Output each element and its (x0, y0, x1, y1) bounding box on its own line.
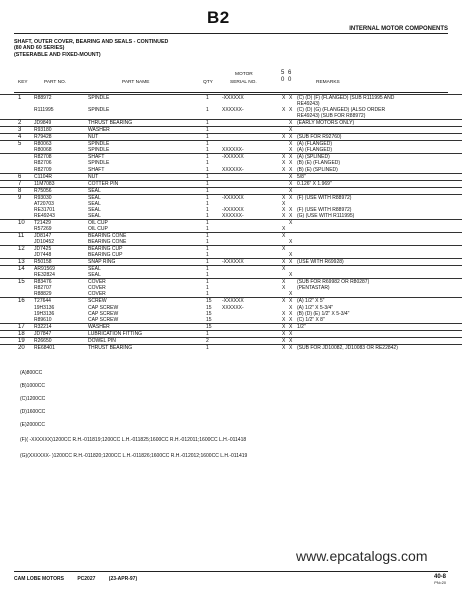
row-qty: 1 (206, 127, 209, 134)
row-qty: 1 (206, 160, 209, 167)
row-qty: 1 (206, 95, 209, 101)
row-qty: 1 (206, 239, 209, 246)
row-remarks: RE49243) (297, 101, 320, 108)
note: (C)1200CC (20, 396, 46, 402)
row-serial: -XXXXXX (222, 154, 244, 161)
row-col6: X (289, 154, 293, 161)
row-remarks: 1/2" (297, 323, 306, 330)
row-remarks: (C) (D) (F) (FLANGED) (SUB R111995 AND (297, 95, 395, 101)
footer-title: CAM LOBE MOTORS (14, 576, 64, 582)
note: (B)1000CC (20, 383, 46, 389)
col-qty: QTY (203, 80, 213, 85)
row-part-no: R88972 (34, 95, 52, 101)
col-part-name: PART NAME (122, 80, 150, 85)
row-col6: X (289, 120, 293, 127)
row-qty: 15 (206, 316, 212, 323)
table-row (0, 187, 462, 194)
row-col6: X (289, 298, 293, 305)
col-motor: MOTOR (235, 72, 253, 77)
row-serial: -XXXXXX (222, 95, 244, 101)
row-qty: 1 (206, 180, 209, 187)
note: (F)( -XXXXXX)1200CC R.H.-011819;1200CC L.H.-011825;1600CC R.H.-012011;1600CC L.H.-011418 (20, 437, 247, 443)
row-remarks: (A) (SPLINED) (297, 154, 330, 161)
row-part-name: THRUST BEARING (88, 344, 133, 351)
row-part-no: R82708 (34, 154, 52, 161)
row-col5: X (282, 212, 286, 219)
table-row (0, 133, 462, 140)
row-part-no: JD7448 (34, 252, 52, 259)
row-qty: 1 (206, 279, 209, 286)
row-qty: 1 (206, 330, 209, 337)
row-col6: X (289, 187, 293, 194)
row-qty: 1 (206, 134, 209, 141)
row-col6: X (289, 127, 293, 134)
row-col6: X (289, 252, 293, 259)
footer-rule (14, 571, 448, 572)
col-6-bottom: 0 (288, 77, 292, 83)
row-col6: X (289, 206, 293, 213)
row-part-no: JD7847 (34, 330, 52, 337)
row-col6: X (289, 272, 293, 279)
row-col5: X (282, 298, 286, 305)
row-col6: X (289, 212, 293, 219)
row-part-name: BEARING CONE (88, 239, 127, 246)
table-row (0, 173, 462, 180)
row-col6: X (289, 194, 293, 201)
row-col6: X (289, 239, 293, 246)
row-part-no: R80063 (34, 141, 52, 148)
row-col5: X (282, 107, 286, 114)
row-part-no: R82709 (34, 166, 52, 173)
row-col5: X (282, 166, 286, 173)
row-col5: X (282, 246, 286, 253)
row-key: 19 (18, 337, 25, 344)
col-5-top: 5 (281, 70, 285, 76)
row-qty: 1 (206, 212, 209, 219)
footer-date: (23-APR-97) (108, 576, 138, 582)
row-qty: 1 (206, 194, 209, 201)
row-serial: -XXXXXX (222, 194, 244, 201)
watermark: www.epcatalogs.com (296, 548, 428, 564)
row-part-name: BEARING CUP (88, 252, 123, 259)
row-remarks: RE49243) (SUB FOR R88972) (297, 113, 366, 120)
row-qty: 15 (206, 298, 212, 305)
row-col6: X (289, 330, 293, 337)
row-col6: X (289, 173, 293, 180)
row-key: 13 (18, 259, 25, 266)
row-remarks: (G) (USE WITH R111995) (297, 212, 355, 219)
row-col6: X (289, 323, 293, 330)
row-part-no: T27644 (34, 298, 51, 305)
row-part-no: 19H3136 (34, 310, 55, 317)
row-part-no: 11M7083 (34, 180, 55, 187)
row-key: 11 (18, 232, 25, 239)
row-part-no: C1104R (34, 173, 52, 180)
row-part-name: SEAL (88, 206, 101, 213)
table-row (0, 344, 462, 351)
row-qty: 15 (206, 310, 212, 317)
row-part-name: SPINDLE (88, 141, 110, 148)
row-qty: 1 (206, 291, 209, 298)
row-part-no: R50158 (34, 259, 52, 266)
row-part-name: SEAL (88, 212, 101, 219)
row-part-name: SHAFT (88, 166, 105, 173)
col-6-top: 6 (288, 70, 292, 76)
footer-code: PC2027 (77, 576, 96, 582)
row-col5: X (282, 344, 286, 351)
subtitle (14, 39, 314, 58)
row-col5: X (282, 200, 286, 207)
row-key: 6 (18, 173, 22, 180)
row-remarks: (PENTASTAR) (297, 285, 330, 292)
row-remarks: (SUB FOR R92760) (297, 134, 342, 141)
row-part-no: T21429 (34, 219, 51, 226)
row-qty: 1 (206, 206, 209, 213)
row-remarks: (A) 1/2" X 5-3/4" (297, 304, 334, 311)
row-part-name: THRUST BEARING (88, 120, 133, 127)
row-key: 15 (18, 279, 25, 286)
row-remarks: (B) (D) (E) 1/2" X 5-3/4" (297, 310, 350, 317)
row-part-name: COVER (88, 279, 106, 286)
row-serial: XXXXXX- (222, 212, 244, 219)
row-remarks: (USE WITH R69928) (297, 259, 344, 266)
row-key: 14 (18, 266, 25, 273)
row-qty: 15 (206, 304, 212, 311)
row-remarks: (C) 1/2" X 8" (297, 316, 325, 323)
row-remarks: (F) (USE WITH R88972) (297, 194, 352, 201)
row-remarks: (F) (USE WITH R88972) (297, 206, 352, 213)
row-part-no: JD10452 (34, 239, 55, 246)
row-qty: 1 (206, 285, 209, 292)
table-row (0, 194, 462, 201)
table-row (0, 330, 462, 337)
row-serial: -XXXXXX (222, 259, 244, 266)
row-col5: X (282, 310, 286, 317)
row-part-name: SEAL (88, 272, 101, 279)
row-col5: X (282, 316, 286, 323)
row-part-name: CAP SCREW (88, 310, 119, 317)
column-header (0, 70, 462, 90)
row-remarks: 5/8" (297, 173, 306, 180)
row-qty: 1 (206, 252, 209, 259)
row-remarks: (B) (E) (SPLINED) (297, 166, 338, 173)
row-part-name: SCREW (88, 298, 107, 305)
row-part-no: JD9849 (34, 120, 52, 127)
row-col5: X (282, 194, 286, 201)
row-qty: 1 (206, 120, 209, 127)
row-qty: 1 (206, 272, 209, 279)
row-col6: X (289, 310, 293, 317)
row-remarks: (A) (FLANGED) (297, 141, 332, 148)
row-qty: 1 (206, 147, 209, 154)
row-qty: 1 (206, 141, 209, 148)
table-row (0, 94, 462, 101)
row-col6: X (289, 344, 293, 351)
row-part-name: WASHER (88, 323, 110, 330)
row-part-no: AT20703 (34, 200, 54, 207)
row-col6: X (289, 166, 293, 173)
subtitle-line: SHAFT, OUTER COVER, BEARING AND SEALS - CONTINUED (14, 39, 169, 45)
page-number-sub: PN=20 (434, 581, 446, 585)
table-row (0, 278, 462, 285)
table-row (0, 245, 462, 252)
header-rule (14, 92, 448, 93)
row-col5: X (282, 154, 286, 161)
row-qty: 1 (206, 232, 209, 239)
row-part-name: COTTER PIN (88, 180, 119, 187)
row-part-name: OIL CUP (88, 225, 108, 232)
row-serial: XXXXXX- (222, 107, 244, 114)
row-col5: X (282, 160, 286, 167)
row-part-no: R93030 (34, 194, 52, 201)
page-code: B2 (207, 8, 230, 27)
row-col6: X (289, 107, 293, 114)
row-serial: XXXXXX- (222, 166, 244, 173)
row-col6: X (289, 134, 293, 141)
note: (G)(XXXXXX- )1200CC R.H.-011820;1200CC L.H.-011826;1600CC R.H.-012012;1600CC L.H.-011419 (20, 453, 248, 459)
row-part-no: R79428 (34, 134, 52, 141)
row-part-no: R75056 (34, 187, 52, 194)
row-key: 8 (18, 187, 22, 194)
row-col5: X (282, 206, 286, 213)
row-key: 18 (18, 330, 25, 337)
row-part-name: COVER (88, 291, 106, 298)
table-row (0, 258, 462, 265)
row-col6: X (289, 147, 293, 154)
row-key: 4 (18, 134, 22, 141)
row-part-name: SEAL (88, 194, 101, 201)
row-part-name: CAP SCREW (88, 316, 119, 323)
row-part-name: SPINDLE (88, 107, 110, 114)
subtitle-line: (STEERABLE AND FIXED-MOUNT) (14, 51, 101, 58)
row-remarks: (SUB FOR JD10082, JD10083 OR RE22842) (297, 344, 398, 351)
row-remarks: 0.126" X 1.969" (297, 180, 332, 187)
row-part-name: SNAP RING (88, 259, 116, 266)
row-col5: X (282, 323, 286, 330)
row-key: 2 (18, 120, 22, 127)
row-remarks: (C) (D) (G) (FLANGED) (ALSO ORDER (297, 107, 386, 114)
row-part-name: NUT (88, 134, 99, 141)
row-remarks: (A) (FLANGED) (297, 147, 332, 154)
row-part-name: SPINDLE (88, 147, 110, 154)
row-serial: -XXXXXX (222, 298, 244, 305)
row-key: 1 (18, 95, 22, 101)
row-col5: X (282, 232, 286, 239)
row-qty: 1 (206, 154, 209, 161)
row-key: 10 (18, 219, 25, 226)
col-5-bottom: 0 (281, 77, 285, 83)
row-part-name: OIL CUP (88, 219, 108, 226)
row-col6: X (289, 219, 293, 226)
top-rule (14, 33, 448, 34)
row-col6: X (289, 259, 293, 266)
row-qty: 1 (206, 225, 209, 232)
row-part-name: WASHER (88, 127, 110, 134)
table-row (0, 219, 462, 226)
row-key: 3 (18, 127, 22, 134)
row-key: 16 (18, 298, 25, 305)
table-row (0, 153, 462, 160)
row-remarks: (SUB FOR R69982 OR R80287) (297, 279, 370, 286)
row-part-name: SPINDLE (88, 160, 110, 167)
row-key: 7 (18, 180, 22, 187)
row-part-name: SPINDLE (88, 95, 110, 101)
table-row (0, 337, 462, 344)
parts-table (0, 94, 462, 351)
row-col6: X (289, 160, 293, 167)
row-part-no: RE68401 (34, 344, 55, 351)
row-part-no: R111995 (34, 107, 54, 114)
row-col5: X (282, 266, 286, 273)
row-qty: 1 (206, 266, 209, 273)
row-remarks: (EARLY MOTORS ONLY) (297, 120, 355, 127)
row-qty: 2 (206, 337, 209, 344)
row-col5: X (282, 279, 286, 286)
table-row (0, 119, 462, 126)
row-key: 5 (18, 141, 22, 148)
row-col5: X (282, 285, 286, 292)
row-col5: X (282, 337, 286, 344)
table-row (0, 140, 462, 147)
note: (A)800CC (20, 370, 43, 376)
row-qty: 1 (206, 173, 209, 180)
row-col6: X (289, 180, 293, 187)
row-part-no: R82706 (34, 160, 52, 167)
table-row (0, 232, 462, 239)
row-part-no: RE49243 (34, 212, 55, 219)
table-row (0, 126, 462, 133)
row-qty: 1 (206, 166, 209, 173)
row-qty: 1 (206, 187, 209, 194)
row-qty: 1 (206, 344, 209, 351)
row-part-name: SHAFT (88, 154, 105, 161)
row-part-no: R82707 (34, 285, 52, 292)
row-part-name: SEAL (88, 200, 101, 207)
row-part-no: R57269 (34, 225, 52, 232)
row-col5: X (282, 95, 286, 101)
row-col6: X (289, 291, 293, 298)
row-part-no: JD8147 (34, 232, 52, 239)
col-part-no: PART NO. (44, 80, 67, 85)
row-part-no: R80068 (34, 147, 52, 154)
table-row (0, 180, 462, 187)
row-key: 12 (18, 246, 25, 253)
table-row (0, 323, 462, 330)
row-col5: X (282, 330, 286, 337)
row-qty: 15 (206, 323, 212, 330)
row-remarks: (A) 1/2" X 5" (297, 298, 325, 305)
row-serial: XXXXXX- (222, 304, 244, 311)
row-col6: X (289, 141, 293, 148)
row-part-name: CAP SCREW (88, 304, 119, 311)
row-col6: X (289, 337, 293, 344)
row-part-name: COVER (88, 285, 106, 292)
row-col6: X (289, 316, 293, 323)
row-col6: X (289, 304, 293, 311)
row-part-name: SEAL (88, 187, 101, 194)
note: (D)1600CC (20, 409, 46, 415)
row-col6: X (289, 95, 293, 101)
row-part-name: BEARING CONE (88, 232, 127, 239)
row-part-no: 19H3136 (34, 304, 55, 311)
row-part-no: R26650 (34, 337, 52, 344)
row-qty: 1 (206, 107, 209, 114)
row-qty: 1 (206, 259, 209, 266)
section-title: INTERNAL MOTOR COMPONENTS (349, 26, 448, 32)
row-part-no: R89610 (34, 316, 52, 323)
row-part-name: BEARING CUP (88, 246, 123, 253)
row-part-no: JD7425 (34, 246, 52, 253)
row-part-no: R83476 (34, 279, 52, 286)
page-number (434, 574, 446, 586)
row-qty: 1 (206, 200, 209, 207)
row-serial: -XXXXXX (222, 206, 244, 213)
row-part-no: R32214 (34, 323, 52, 330)
footer-left (14, 576, 149, 582)
row-col5: X (282, 259, 286, 266)
table-row (0, 265, 462, 272)
row-serial: XXXXXX- (222, 147, 244, 154)
row-part-name: NUT (88, 173, 99, 180)
row-part-name: LUBRICATION FITTING (88, 330, 143, 337)
row-part-name: DOWEL PIN (88, 337, 116, 344)
col-remarks: REMARKS (316, 80, 340, 85)
row-part-no: R93180 (34, 127, 52, 134)
row-part-name: SEAL (88, 266, 101, 273)
row-col5: X (282, 134, 286, 141)
row-qty: 1 (206, 246, 209, 253)
row-part-no: AR91569 (34, 266, 55, 273)
row-qty: 1 (206, 219, 209, 226)
table-row (0, 297, 462, 304)
note: (E)2000CC (20, 422, 46, 428)
row-part-no: R88829 (34, 291, 52, 298)
row-part-no: RE31701 (34, 206, 55, 213)
page-number-main: 40-8 (433, 574, 446, 580)
col-serial-no: SERIAL NO. (230, 80, 257, 85)
row-key: 20 (18, 344, 25, 351)
subtitle-line: (80 AND 60 SERIES) (14, 45, 65, 52)
row-col5: X (282, 225, 286, 232)
col-key: KEY (18, 80, 28, 85)
row-part-no: RE32824 (34, 272, 55, 279)
row-remarks: (B) (E) (FLANGED) (297, 160, 341, 167)
row-key: 9 (18, 194, 22, 201)
row-key: 17 (18, 323, 25, 330)
